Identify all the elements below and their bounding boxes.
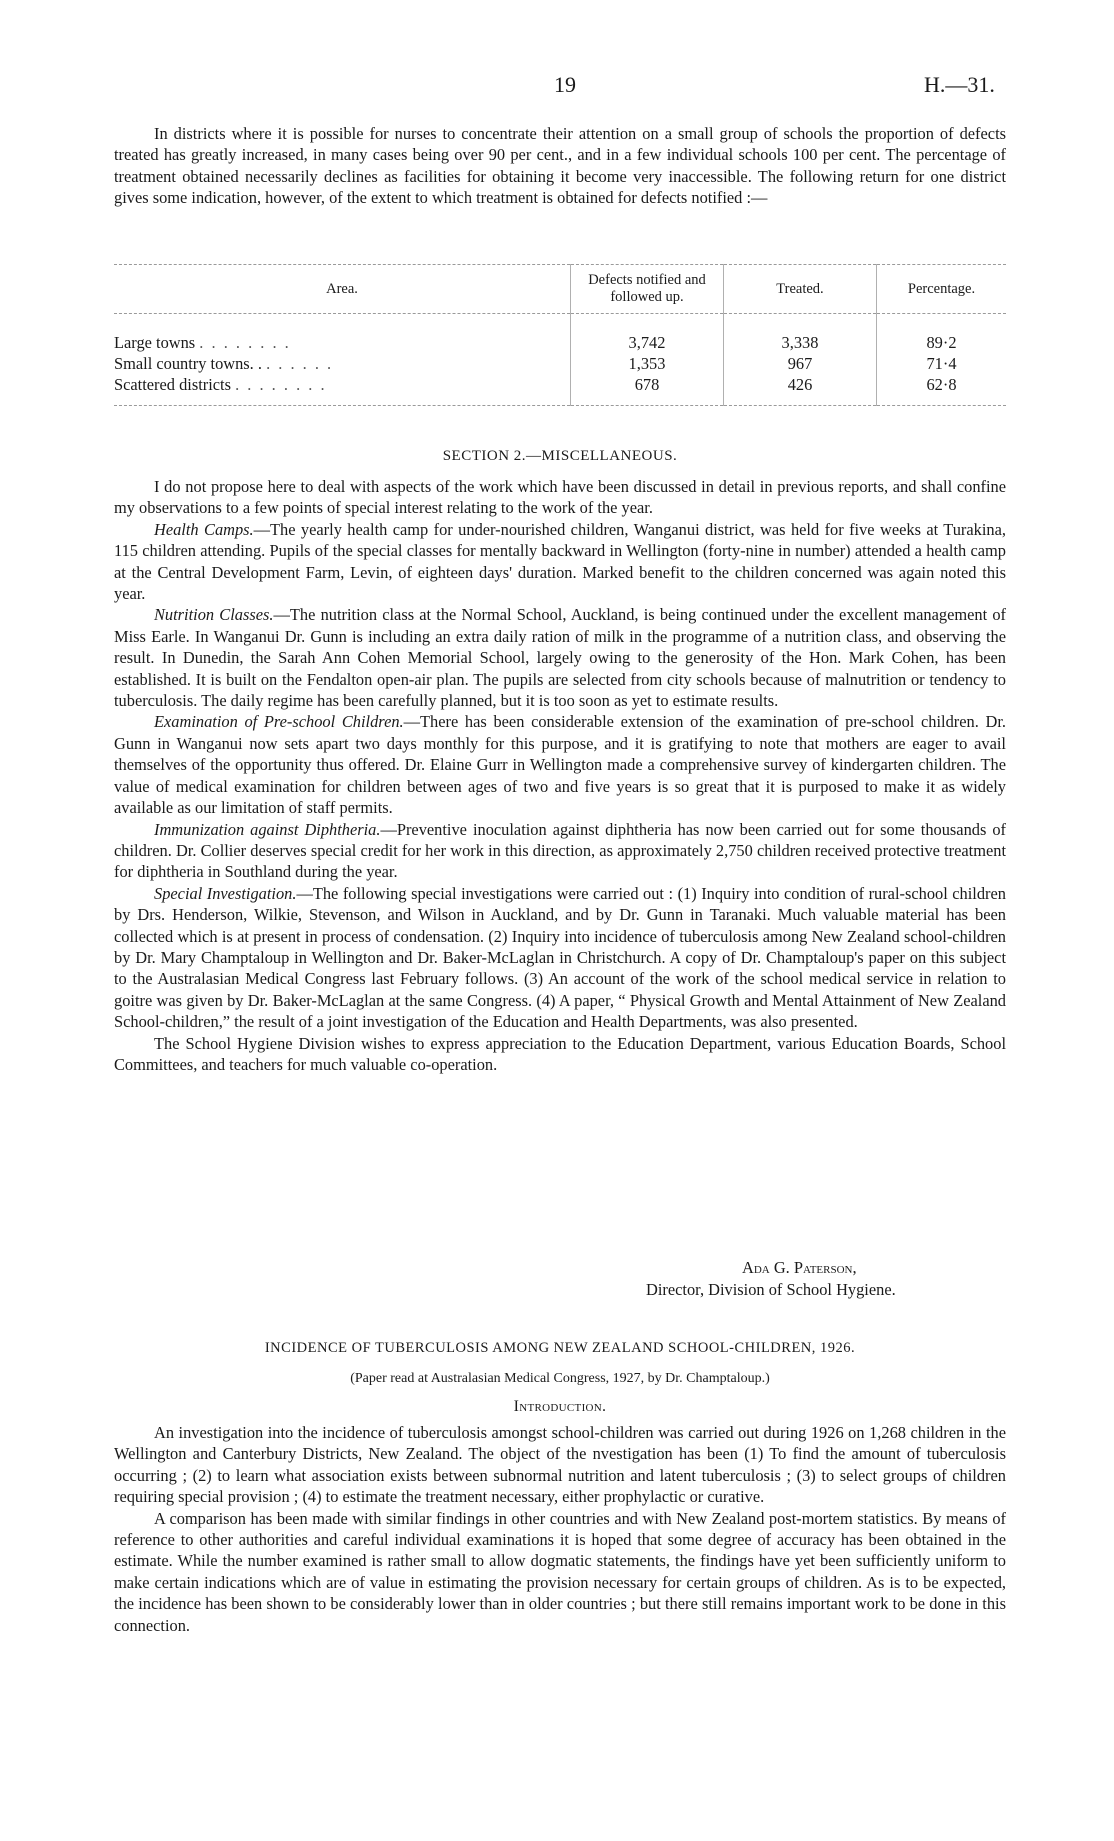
preschool-paragraph [114,711,1006,818]
table-row [114,374,1006,406]
col-header-percentage: Percentage. [877,265,1007,314]
row-percentage: 71·4 [877,353,1007,374]
col-header-defects: Defects notified and followed up. [571,265,724,314]
row-defects: 3,742 [571,314,724,354]
row-treated: 426 [724,374,877,406]
intro-paragraph: In districts where it is possible for nurses to concentrate their attention on a small group of schools the proportion of defects treated has greatly increased, in many cases being over 90 per cent., and in a few individual schools 100 per cent. The percentage of treatment obtained necessarily declines as facilities for obtaining it become very inaccessible. The following return for one district gives some indication, however, of the extent to which treatment is obtained for defects notified :— [114,124,1006,208]
document-code: H.—31. [924,72,995,97]
col-header-area: Area. [114,265,571,314]
closing-paragraph: The School Hygiene Division wishes to express appreciation to the Education Department, various Education Boards, School Committees, and teachers for much valuable co-operation. [114,1033,1006,1074]
paper-subtitle: (Paper read at Australasian Medical Congress, 1927, by Dr. Champtaloup.) [350,1371,770,1386]
page-number: 19 [554,72,576,97]
row-treated: 967 [724,353,877,374]
row-percentage: 62·8 [877,374,1007,406]
preschool-text: —There has been considerable extension of the examination of pre-school children. Dr. Gunn in Wanganui now sets apart two days monthly for this purpose, and it is gratifying to note that mothers are eager to avail themselves of the opportunity thus offered. Dr. Elaine Gurr in Wellington made a comprehensive survey of kindergarten children. The value of medical examination for children between ages of two and five years is so great that it is purposed to make it as widely available as our limitation of staff permits. [114,712,1006,818]
section-2-intro: I do not propose here to deal with aspects of the work which have been discussed in detail in previous reports, and shall confine my observations to a few points of special interest relating to the work of the year. [114,477,1006,518]
immunization-heading: Immunization against Diphtheria. [154,819,381,839]
table-row [114,314,1006,354]
section-2-title: SECTION 2.—MISCELLANEOUS. [442,448,678,464]
special-investigation-paragraph [114,883,1006,1033]
row-area: Large towns [114,332,196,352]
row-defects: 678 [571,374,724,406]
treatment-return-table [114,264,1006,406]
special-investigation-text: —The following special investigations were carried out : (1) Inquiry into condition of rural-school children by Drs. Henderson, Wilkie, Stevenson, and Wilson in Auckland, and by Dr. Gunn in Taranaki. Much valuable material has been collected which is at present in process of condensation. (2) Inquiry into incidence of tuberculosis among New Zealand school-children by Dr. Mary Champtaloup in Wellington and Dr. Baker-McLaglan in Christchurch. A copy of Dr. Champtaloup's paper on this subject to the Australasian Medical Congress last February follows. (3) An account of the work of the school medical service in relation to goitre was given by Dr. Baker-McLaglan at the same Congress. (4) A paper, “ Physical Growth and Mental Attainment of New Zealand School-children,” the result of a joint investigation of the Education and Health Departments, was also presented. [114,883,1006,1032]
row-area: Small country towns. . [114,353,262,373]
special-investigation-heading: Special Investigation. [154,883,297,903]
nutrition-text: —The nutrition class at the Normal School, Auckland, is being continued under the excellent management of Miss Earle. In Wanganui Dr. Gunn is including an extra daily ration of milk in the programme of a nutrition class, and observing the result. In Dunedin, the Sarah Ann Cohen Memorial School, largely owing to the generosity of the Hon. Mark Cohen, has been established. It is built on the Fendalton open-air plan. The pupils are selected from city schools because of malnutrition or tendency to tuberculosis. The daily regime has been carefully planned, but it is too soon as yet to estimate results. [114,605,1006,711]
health-camps-text: —The yearly health camp for under-nourished children, Wanganui district, was held for five weeks at Turakina, 115 children attending. Pupils of the special classes for mentally backward in Wellington (forty-nine in number) attended a health camp at the Central Development Farm, Levin, of eighteen days' duration. Marked benefit to the children concerned was again noted this year. [114,519,1006,604]
table-row [114,353,1006,374]
nutrition-paragraph [114,604,1006,711]
row-defects: 1,353 [571,353,724,374]
signature-title: Director, Division of School Hygiene. [646,1280,896,1299]
immunization-paragraph [114,819,1006,883]
signature-name: Ada G. Paterson, [742,1258,857,1277]
paper-title: INCIDENCE OF TUBERCULOSIS AMONG NEW ZEALAND SCHOOL-CHILDREN, 1926. [264,1340,856,1356]
leader-dots: . . . . . . . . [199,332,291,352]
paper-paragraph-1: An investigation into the incidence of tuberculosis amongst school-children was carried out during 1926 on 1,268 children in the Wellington and Canterbury Districts, New Zealand. The object of the nvestigation has been (1) To find the amount of tuberculosis occurring ; (2) to learn what association exists between subnormal nutrition and latent tuberculosis ; (3) to select groups of children requiring special provision ; (4) to estimate the treatment necessary, either prophylactic or curative. [114,1423,1006,1507]
leader-dots: . . . . . . . . [235,374,327,394]
paper-paragraph-2: A comparison has been made with similar findings in other countries and with New Zealand post-mortem statistics. By means of reference to other authorities and careful individual examinations it is hoped that some degree of accuracy has been obtained in the estimate. While the number examined is rather small to allow dogmatic statements, the findings have yet been sufficiently uniform to make certain indications which are of value in estimating the provision necessary for certain groups of children. As is to be expected, the incidence has been shown to be considerably lower than in older countries ; but there still remains important work to be done in this connection. [114,1508,1006,1635]
preschool-heading: Examination of Pre-school Children. [154,712,404,732]
leader-dots: . . . . . . [266,353,334,373]
nutrition-heading: Nutrition Classes. [154,605,274,625]
row-area: Scattered districts [114,374,231,394]
health-camps-heading: Health Camps. [154,519,254,539]
row-treated: 3,338 [724,314,877,354]
immunization-text: —Preventive inoculation against diphtheria has now been carried out for some thousands of children. Dr. Collier deserves special credit for her work in this direction, as approximately 2,750 children received protective treatment for diphtheria in Southland during the year. [114,819,1006,882]
health-camps-paragraph [114,519,1006,605]
paper-body [114,1422,1006,1636]
section-2-body [114,476,1006,1075]
row-percentage: 89·2 [877,314,1007,354]
table-header-row [114,265,1006,314]
col-header-treated: Treated. [724,265,877,314]
intro-paragraph-block [114,123,1006,209]
introduction-heading: Introduction. [513,1398,607,1415]
